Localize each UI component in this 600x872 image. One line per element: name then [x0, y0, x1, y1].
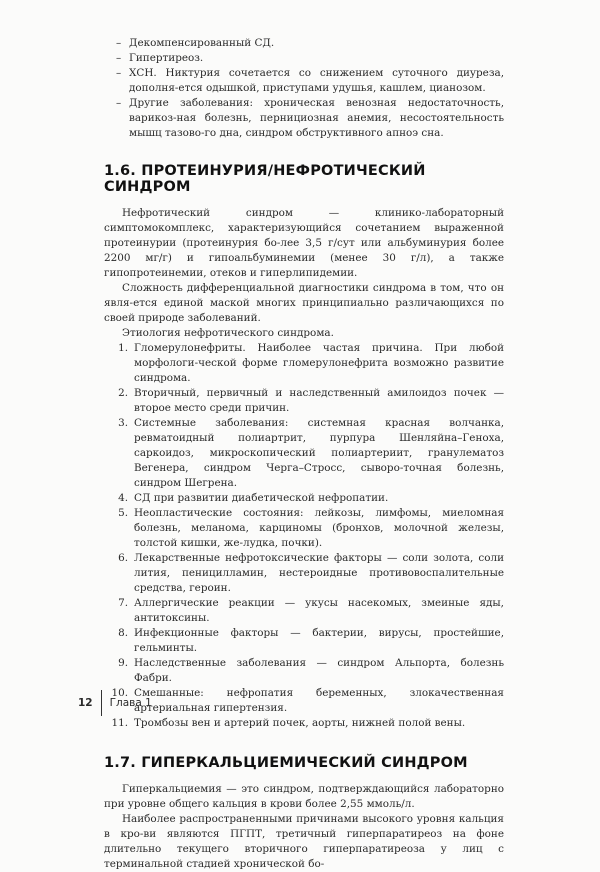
- item-text: Гломерулонефриты. Наиболее частая причина. При любой морфологи-ческой форме гломерулонефрита возможно развитие синдрома.: [134, 342, 504, 384]
- section-heading-1-7: 1.7. ГИПЕРКАЛЬЦИЕМИЧЕСКИЙ СИНДРОМ: [104, 755, 468, 771]
- list-item: – Декомпенсированный СД.: [104, 36, 504, 51]
- list-item: [104, 716, 504, 731]
- list-item: [104, 596, 504, 626]
- item-text: Наследственные заболевания — синдром Альпорта, болезнь Фабри.: [134, 657, 504, 684]
- paragraph: Этиология нефротического синдрома.: [122, 327, 334, 339]
- item-number: 5.: [118, 507, 128, 519]
- top-dash-list: [104, 36, 504, 141]
- list-item: – ХСН. Никтурия сочетается со снижением суточного диуреза, дополня-ется одышкой, приступами удушья, кашлем, цианозом.: [104, 66, 504, 96]
- list-item: [104, 341, 504, 386]
- item-number: 7.: [118, 597, 128, 609]
- item-text: Лекарственные нефротоксические факторы — соли золота, соли лития, пеницилламин, нестероидные противовоспалительные средства, героин.: [134, 552, 504, 594]
- item-number: 4.: [118, 492, 128, 504]
- item-number: 3.: [118, 417, 128, 429]
- item-number: 10.: [111, 687, 128, 699]
- list-item: – Другие заболевания: хроническая венозная недостаточность, варикоз-ная болезнь, пернициозная анемия, несостоятельность мышц тазово-го дна, синдром обструктивного апноэ сна.: [104, 96, 504, 141]
- paragraph: Сложность дифференциальной диагностики синдрома в том, что он явля-ется единой маской многих принципиально различающихся по своей природе заболеваний.: [104, 282, 504, 324]
- list-item: [104, 386, 504, 416]
- item-number: 1.: [118, 342, 128, 354]
- chapter-label: Глава 1: [109, 697, 152, 709]
- item-text: Вторичный, первичный и наследственный амилоидоз почек — второе место среди причин.: [134, 387, 504, 414]
- paragraph: Гиперкальциемия — это синдром, подтверждающийся лабораторно при уровне общего кальция в крови более 2,55 ммоль/л.: [104, 783, 504, 810]
- list-item: [104, 416, 504, 491]
- list-item: [104, 551, 504, 596]
- list-item: [104, 656, 504, 686]
- list-item: – Гипертиреоз.: [104, 51, 504, 66]
- item-text: Инфекционные факторы — бактерии, вирусы, простейшие, гельминты.: [134, 627, 504, 654]
- page-number: 12: [78, 697, 93, 709]
- item-number: 11.: [111, 717, 128, 729]
- item-text: Аллергические реакции — укусы насекомых, змеиные яды, антитоксины.: [134, 597, 504, 624]
- list-item: [104, 686, 504, 716]
- item-text: Тромбозы вен и артерий почек, аорты, нижней полой вены.: [134, 717, 466, 729]
- item-number: 6.: [118, 552, 128, 564]
- item-number: 8.: [118, 627, 128, 639]
- list-item: [104, 506, 504, 551]
- list-item: [104, 626, 504, 656]
- item-text: Системные заболевания: системная красная волчанка, ревматоидный полиартрит, пурпура Шенляйна–Геноха, саркоидоз, микроскопический полиартериит, гранулематоз Вегенера, синдром Черга–Стросс, сыворо-точная болезнь, синдром Шегрена.: [134, 417, 504, 489]
- page-footer: [78, 690, 152, 716]
- page-content: [104, 36, 504, 872]
- section-heading-1-6: 1.6. ПРОТЕИНУРИЯ/НЕФРОТИЧЕСКИЙ СИНДРОМ: [104, 163, 426, 195]
- item-number: 9.: [118, 657, 128, 669]
- item-number: 2.: [118, 387, 128, 399]
- paragraph: Наиболее распространенными причинами высокого уровня кальция в кро-ви являются ПГПТ, третичный гиперпаратиреоз на фоне длительно текущего вторичного гиперпаратиреоза у лиц с терминальной стадией хронической бо-: [104, 813, 504, 870]
- item-text: СД при развитии диабетической нефропатии.: [134, 492, 389, 504]
- item-text: Смешанные: нефропатия беременных, злокачественная артериальная гипертензия.: [134, 687, 504, 714]
- paragraph: Нефротический синдром — клинико-лабораторный симптомокомплекс, характеризующийся сочетанием выраженной протеинурии (протеинурия бо-лее 3,5 г/сут или альбуминурия более 2200 мг/г) и гипоальбуминемии (менее 30 г/л), а также гипопротеинемии, отеков и гиперлипидемии.: [104, 207, 504, 279]
- list-item: [104, 491, 504, 506]
- etiology-list: [104, 341, 504, 731]
- item-text: Неопластические состояния: лейкозы, лимфомы, миеломная болезнь, меланома, карциномы (бронхов, молочной железы, толстой кишки, же-лудка, почки).: [134, 507, 504, 549]
